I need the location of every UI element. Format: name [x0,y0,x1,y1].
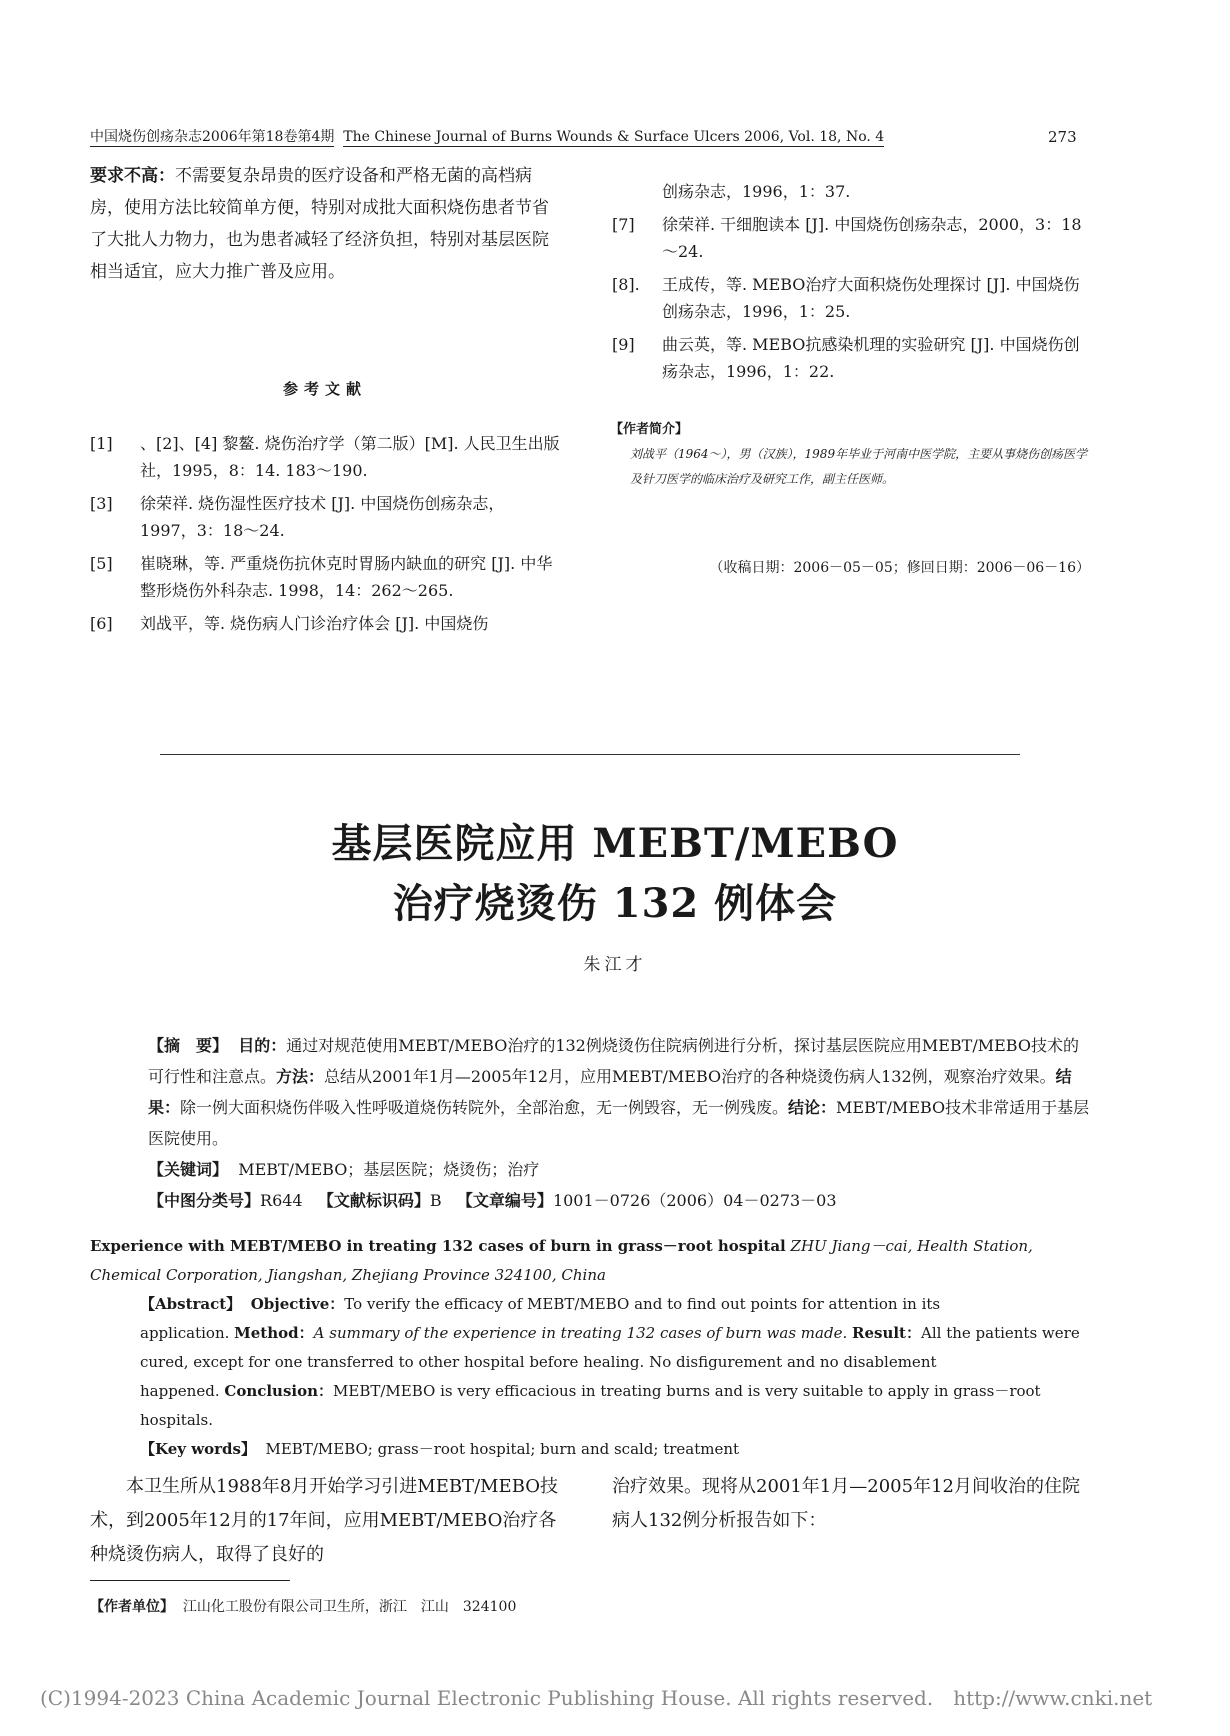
received-dates: （收稿日期：2006－05－05；修回日期：2006－06－16） [709,560,1090,576]
lead-text: 不需要复杂昂贵的医疗设备和严格无菌的高档病房，使用方法比较简单方便，特别对成批大面积烧伤患者节省了大批人力物力，也为患者减轻了经济负担，特别对基层医院相当适宜，应大力推广普及应用。 [90,166,549,282]
page-number: 273 [1048,128,1077,146]
lead-bold: 要求不高： [90,166,175,186]
journal-cn: 中国烧伤创疡杂志2006年第18卷第4期 [90,129,335,145]
footnote-rule [90,1580,290,1581]
bio-label: 【作者简介】 [610,422,689,437]
references-title: 参考文献 [282,380,367,398]
section-divider [160,754,1020,755]
references-left [90,430,560,643]
author-affiliation: 【作者单位】 江山化工股份有限公司卫生所，浙江 江山 324100 [90,1599,517,1615]
reference-item: [8]. 王成传，等. MEBO治疗大面积烧伤处理探讨 [J]. 中国烧伤创疡杂志，1996，1：25. [612,275,1080,321]
keywords-en: 【Key words】 MEBT/MEBO; grass－root hospital; burn and scald; treatment [140,1440,740,1458]
author-bio: 刘战平（1964～），男（汉族），1989年毕业于河南中医学院，主要从事烧伤创疡医学及针刀医学的临床治疗及研究工作，副主任医师。 [630,447,1088,486]
body-text-left: 本卫生所从1988年8月开始学习引进MEBT/MEBO技术，到2005年12月的17年间，应用MEBT/MEBO治疗各种烧烫伤病人，取得了良好的 [90,1476,559,1565]
abstract-en-body: 【Abstract】 Objective：To verify the efficacy of MEBT/MEBO and to find out points for attention in its application. Method：A summary of the experience in treating 132 cases of burn was made. Result：All the patients were cured, except for one transferred to other hospital before healing. No disfigurement and no disablement happened. Conclusion：MEBT/MEBO is very efficacious in treating burns and is very suitable to apply in grass－root hospitals. [140,1295,1080,1429]
abstract-cn-body: 【摘 要】 目的：通过对规范使用MEBT/MEBO治疗的132例烧烫伤住院病例进行分析，探讨基层医院应用MEBT/MEBO技术的可行性和注意点。方法：总结从2001年1月—2005年12月，应用MEBT/MEBO治疗的各种烧烫伤病人132例，观察治疗效果。结果：除一例大面积烧伤伴吸入性呼吸道烧伤转院外，全部治愈，无一例毁容，无一例残废。结论：MEBT/MEBO技术非常适用于基层医院使用。 [148,1036,1090,1148]
body-text-right: 治疗效果。现将从2001年1月—2005年12月间收治的住院病人132例分析报告如下： [612,1476,1080,1531]
references-right [612,178,1090,391]
reference-item: [1] 、[2]、[4] 黎鳌. 烧伤治疗学（第二版）[M]. 人民卫生出版社，1995，8：14. 183～190. [90,434,560,480]
abstract-cn [90,1030,1090,1216]
reference-item: [6] 刘战平，等. 烧伤病人门诊治疗体会 [J]. 中国烧伤 [90,614,489,633]
reference-item: [7] 徐荣祥. 干细胞读本 [J]. 中国烧伤创疡杂志，2000，3：18～24. [612,215,1082,261]
classification-cn: 【中图分类号】R644 【文献标识码】B 【文章编号】1001－0726（2006）04－0273－03 [148,1191,837,1210]
article-title-line1: 基层医院应用 MEBT/MEBO [331,820,899,867]
copyright-notice: (C)1994-2023 China Academic Journal Electronic Publishing House. All rights reserved. http://www.cnki.net [40,1686,1153,1710]
abstract-en [90,1232,1090,1464]
reference-item: [9] 曲云英，等. MEBO抗感染机理的实验研究 [J]. 中国烧伤创疡杂志，1996，1：22. [612,335,1080,381]
reference-item: [5] 崔晓琳，等. 严重烧伤抗休克时胃肠内缺血的研究 [J]. 中华整形烧伤外科杂志. 1998，14：262～265. [90,554,553,600]
left-paragraph [90,160,560,288]
reference-item: [3] 徐荣祥. 烧伤湿性医疗技术 [J]. 中国烧伤创疡杂志，1997，3：18～24. [90,494,505,540]
running-header [90,126,884,146]
reference-continuation: 创疡杂志，1996，1：37. [662,182,851,201]
abstract-en-title: Experience with MEBT/MEBO in treating 132 cases of burn in grass－root hospital ZHU Jiang－cai, Health Station, Chemical Corporation, Jiangshan, Zhejiang Province 324100, China [90,1237,1033,1284]
article-author: 朱江才 [583,955,647,975]
journal-en: The Chinese Journal of Burns Wounds & Surface Ulcers 2006, Vol. 18, No. 4 [343,129,885,145]
keywords-cn: 【关键词】 MEBT/MEBO；基层医院；烧烫伤；治疗 [148,1160,540,1179]
article-title-line2: 治疗烧烫伤 132 例体会 [392,880,838,927]
